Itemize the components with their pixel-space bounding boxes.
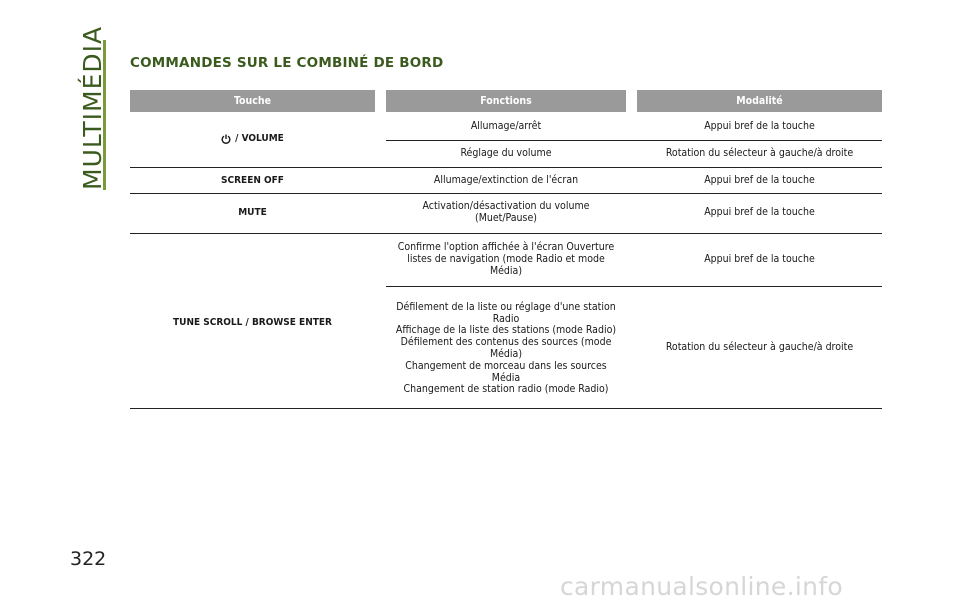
function-line: listes de navigation (mode Radio et mode [407,253,605,266]
page-number: 322 [70,548,107,570]
key-power-volume [130,124,375,154]
header-fonctions: Fonctions [386,90,626,112]
mode-cell: Appui bref de la touche [704,253,815,266]
header-modalite: Modalité [637,90,882,112]
function-line: Activation/désactivation du volume [422,200,590,213]
row-divider [386,286,882,287]
mode-cell: Appui bref de la touche [704,174,815,187]
mode-cell: Appui bref de la touche [704,206,815,219]
row-divider [130,193,882,194]
function-line: Défilement de la liste ou réglage d'une station [396,300,616,313]
power-icon [221,134,231,144]
function-line: Affichage de la liste des stations (mode Radio) [395,324,617,337]
key-cell: SCREEN OFF [221,175,284,187]
section-title: COMMANDES SUR LE COMBINÉ DE BORD [130,55,444,71]
function-cell [386,239,626,281]
function-cell [386,294,626,404]
function-line: Média [491,371,521,384]
function-cell: Allumage/extinction de l'écran [433,174,579,187]
function-line: Média) [489,264,523,277]
watermark: carmanualsonline.info [560,572,843,601]
mode-cell: Rotation du sélecteur à gauche/à droite [665,147,854,160]
function-cell: Allumage/arrêt [470,120,542,133]
function-cell [386,198,626,228]
row-divider [130,233,882,234]
function-line: Défilement des contenus des sources (mode [400,336,612,349]
function-line: Média) [489,348,523,360]
key-label: / VOLUME [235,133,284,145]
key-cell: TUNE SCROLL / BROWSE ENTER [173,316,332,328]
row-divider [386,140,882,141]
function-cell: Réglage du volume [460,147,552,160]
mode-cell: Appui bref de la touche [704,120,815,133]
row-divider [130,167,882,168]
mode-cell: Rotation du sélecteur à gauche/à droite [665,341,854,354]
function-line: Confirme l'option affichée à l'écran Ouverture [397,241,615,254]
table-bottom-border [130,408,882,409]
side-section-title: MULTIMÉDIA [78,25,107,190]
header-touche: Touche [130,90,375,112]
function-line: Changement de morceau dans les sources [405,359,607,372]
function-line: Changement de station radio (mode Radio) [403,383,609,396]
function-line: Radio [492,312,520,325]
key-cell: MUTE [238,207,267,219]
function-line: (Muet/Pause) [475,212,537,224]
